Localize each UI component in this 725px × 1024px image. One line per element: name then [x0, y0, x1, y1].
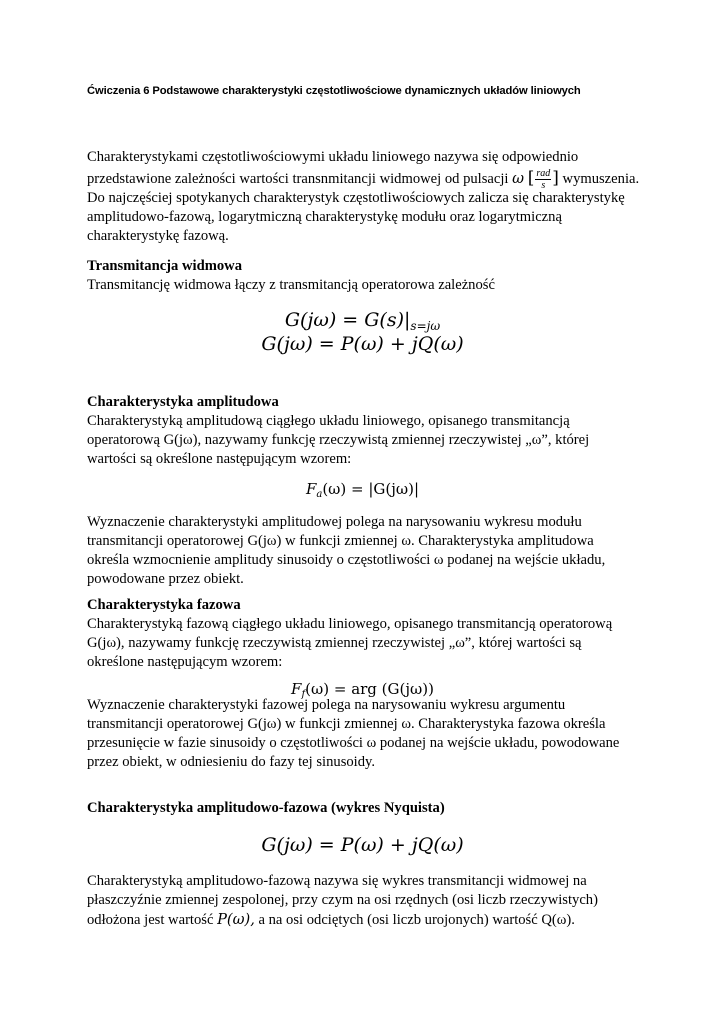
section-nyquist: [87, 799, 647, 818]
section-amplitudowa: [87, 393, 647, 469]
section-line: Charakterystyką amplitudową ciągłego układu liniowego, opisanego transmitancją: [87, 413, 570, 429]
equation-main: G(jω) = G(s)|: [284, 309, 411, 331]
intro-line: amplitudowo-fazową, logarytmiczną charakterystykę modułu oraz logarytmiczną: [87, 209, 562, 225]
section-line: określa wzmocnienie amplitudy sinusoidy o częstotliwości ω podanej na wejście układu,: [87, 552, 606, 568]
intro-line: Charakterystykami częstotliwościowymi układu liniowego nazywa się odpowiednio: [87, 149, 579, 165]
section-heading: Charakterystyka amplitudowo-fazowa (wykres Nyquista): [87, 800, 445, 816]
section-line: Wyznaczenie charakterystyki amplitudowej polega na narysowaniu wykresu modułu: [87, 514, 582, 530]
section-line: określone następującym wzorem:: [87, 654, 283, 670]
section-fazowa: [87, 596, 647, 672]
section-line: Wyznaczenie charakterystyki fazowej polega na narysowaniu wykresu argumentu: [87, 697, 566, 713]
section-heading: Charakterystyka fazowa: [87, 597, 241, 613]
section-text: odłożona jest wartość: [87, 912, 218, 928]
intro-line: charakterystykę fazową.: [87, 228, 229, 244]
nyquist-description: [87, 872, 647, 930]
equation-amplitudowa: [0, 480, 725, 500]
intro-text: przedstawione zależności wartości transnmitancji widmowej od pulsacji: [87, 171, 513, 187]
intro-line: Do najczęściej spotykanych charakterystyk częstotliwościowych zalicza się charakterystykę: [87, 190, 625, 206]
italic-term: P(ω),: [217, 911, 255, 928]
section-line: G(jω), nazywamy funkcję rzeczywistą zmiennej rzeczywistej „ω”, której wartości są: [87, 635, 582, 651]
fazowa-description: [87, 696, 647, 772]
unit-bracket-close: ]: [552, 168, 559, 188]
section-line: płaszczyźnie zmiennej zespolonej, przy czym na osi rzędnych (osi liczb rzeczywistych): [87, 892, 598, 908]
section-heading: Charakterystyka amplitudowa: [87, 394, 279, 410]
unit-fraction: [535, 168, 551, 191]
section-line: powodowane przez obiekt.: [87, 571, 244, 587]
unit-numerator: rad: [536, 168, 551, 180]
equation-rest: (ω) = |G(jω)|: [322, 480, 420, 498]
section-line: Charakterystyką fazową ciągłego układu liniowego, opisanego transmitancją operatorową: [87, 616, 613, 632]
section-line-last: [87, 910, 647, 930]
section-heading: Transmitancja widmowa: [87, 258, 242, 274]
equation-subscript: a: [316, 489, 323, 500]
equation-subscript: s=jω: [410, 319, 441, 333]
equation-transmitancja-1: [0, 309, 725, 333]
section-text: Transmitancję widmowa łączy z transmitancją operatorowa zależność: [87, 277, 495, 293]
intro-line-pulsation: [87, 167, 647, 192]
section-text: a na osi odciętych (osi liczb urojonych) wartość Q(ω).: [254, 912, 575, 928]
equation-nyquist: G(jω) = P(ω) + jQ(ω): [261, 834, 464, 856]
section-line: transmitancji operatorowej G(jω) w funkcji zmiennej ω. Charakterystyka fazowa określa: [87, 716, 606, 732]
intro-text: wymuszenia.: [558, 171, 640, 187]
equation-function: F: [291, 680, 302, 698]
equation-rest: (ω) = arg (G(jω)): [305, 680, 434, 698]
amplitudowa-description: [87, 513, 647, 589]
section-line: wartości są określone następującym wzorem:: [87, 451, 352, 467]
section-transmitancja: [87, 257, 647, 295]
unit-denominator: s: [541, 180, 546, 192]
section-line: Charakterystyką amplitudowo-fazową nazywa się wykres transmitancji widmowej na: [87, 873, 587, 889]
equation-function: F: [305, 480, 317, 498]
intro-paragraph: [87, 148, 647, 246]
equation-transmitancja-2: G(jω) = P(ω) + jQ(ω): [261, 333, 464, 355]
page-title: Ćwiczenia 6 Podstawowe charakterystyki częstotliwościowe dynamicznych układów liniowych: [87, 85, 581, 97]
section-line: transmitancji operatorowej G(jω) w funkcji zmiennej ω. Charakterystyka amplitudowa: [87, 533, 594, 549]
omega-symbol: ω: [512, 170, 525, 187]
equation-subscript: f: [301, 689, 306, 700]
unit-bracket-open: [: [527, 168, 535, 188]
section-line: przez obiekt, w odniesieniu do fazy tej sinusoidy.: [87, 754, 376, 770]
section-line: operatorową G(jω), nazywamy funkcję rzeczywistą zmiennej rzeczywistej „ω”, której: [87, 432, 590, 448]
section-line: przesunięcie w fazie sinusoidy o częstotliwości ω podanej na wejście układu, powodowane: [87, 735, 620, 751]
